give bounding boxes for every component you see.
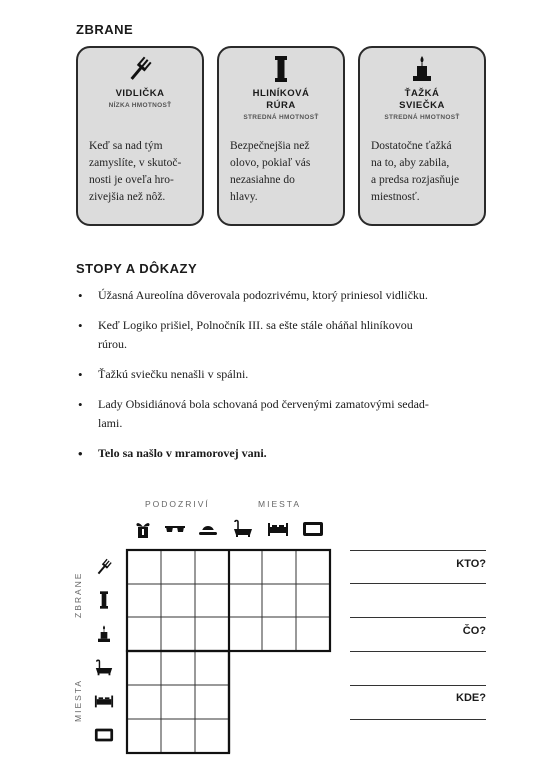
card-weight: NÍZKA HMOTNOSŤ	[108, 102, 172, 109]
clue-item: • Úžasná Aureolína dôverovala podozrivému, ktorý priniesol vidličku.	[76, 286, 496, 305]
clue-item: • Lady Obsidiánová bola schovaná pod červenými zamatovými sedad- lami.	[76, 395, 496, 433]
clue-item: • Ťažkú sviečku nenašli v spálni.	[76, 365, 496, 384]
what-answer-field[interactable]	[350, 651, 486, 652]
answer-line	[350, 617, 486, 618]
where-answer-field[interactable]	[350, 719, 486, 720]
card-text: Bezpečnejšia než olovo, pokiaľ vás nezasiahne do hlavy.	[230, 140, 311, 203]
card-title: ŤAŽKÁ SVIEČKA	[399, 88, 445, 111]
card-title: VIDLIČKA	[115, 88, 165, 99]
who-answer-field[interactable]	[350, 583, 486, 584]
card-title: HLINÍKOVÁ RÚRA	[252, 88, 310, 111]
answer-line	[350, 550, 486, 551]
row-group-places: MIESTA	[73, 678, 83, 722]
col-group-suspects: PODOZRIVÍ	[145, 499, 210, 509]
clue-item: • Telo sa našlo v mramorovej vani.	[76, 444, 496, 463]
weapons-heading: ZBRANE	[76, 22, 134, 37]
card-text: Keď sa nad tým zamyslíte, v skutoč- nosti je oveľa hro- zivejšia než nôž.	[89, 140, 182, 203]
clues-heading: STOPY A DÔKAZY	[76, 261, 198, 276]
answer-what-label: ČO?	[462, 625, 486, 637]
card-text: Dostatočne ťažká na to, aby zabila, a predsa rozjasňuje miestnosť.	[371, 140, 460, 203]
answer-who-label: KTO?	[456, 558, 486, 570]
col-group-places: MIESTA	[258, 499, 302, 509]
row-group-weapons: ZBRANE	[73, 571, 83, 618]
answer-line	[350, 685, 486, 686]
clue-item: • Keď Logiko prišiel, Polnočník III. sa ešte stále oháňal hliníkovou rúrou.	[76, 316, 496, 354]
answer-where-label: KDE?	[456, 692, 486, 704]
card-weight: STREDNÁ HMOTNOSŤ	[384, 114, 460, 121]
card-weight: STREDNÁ HMOTNOSŤ	[243, 114, 319, 121]
